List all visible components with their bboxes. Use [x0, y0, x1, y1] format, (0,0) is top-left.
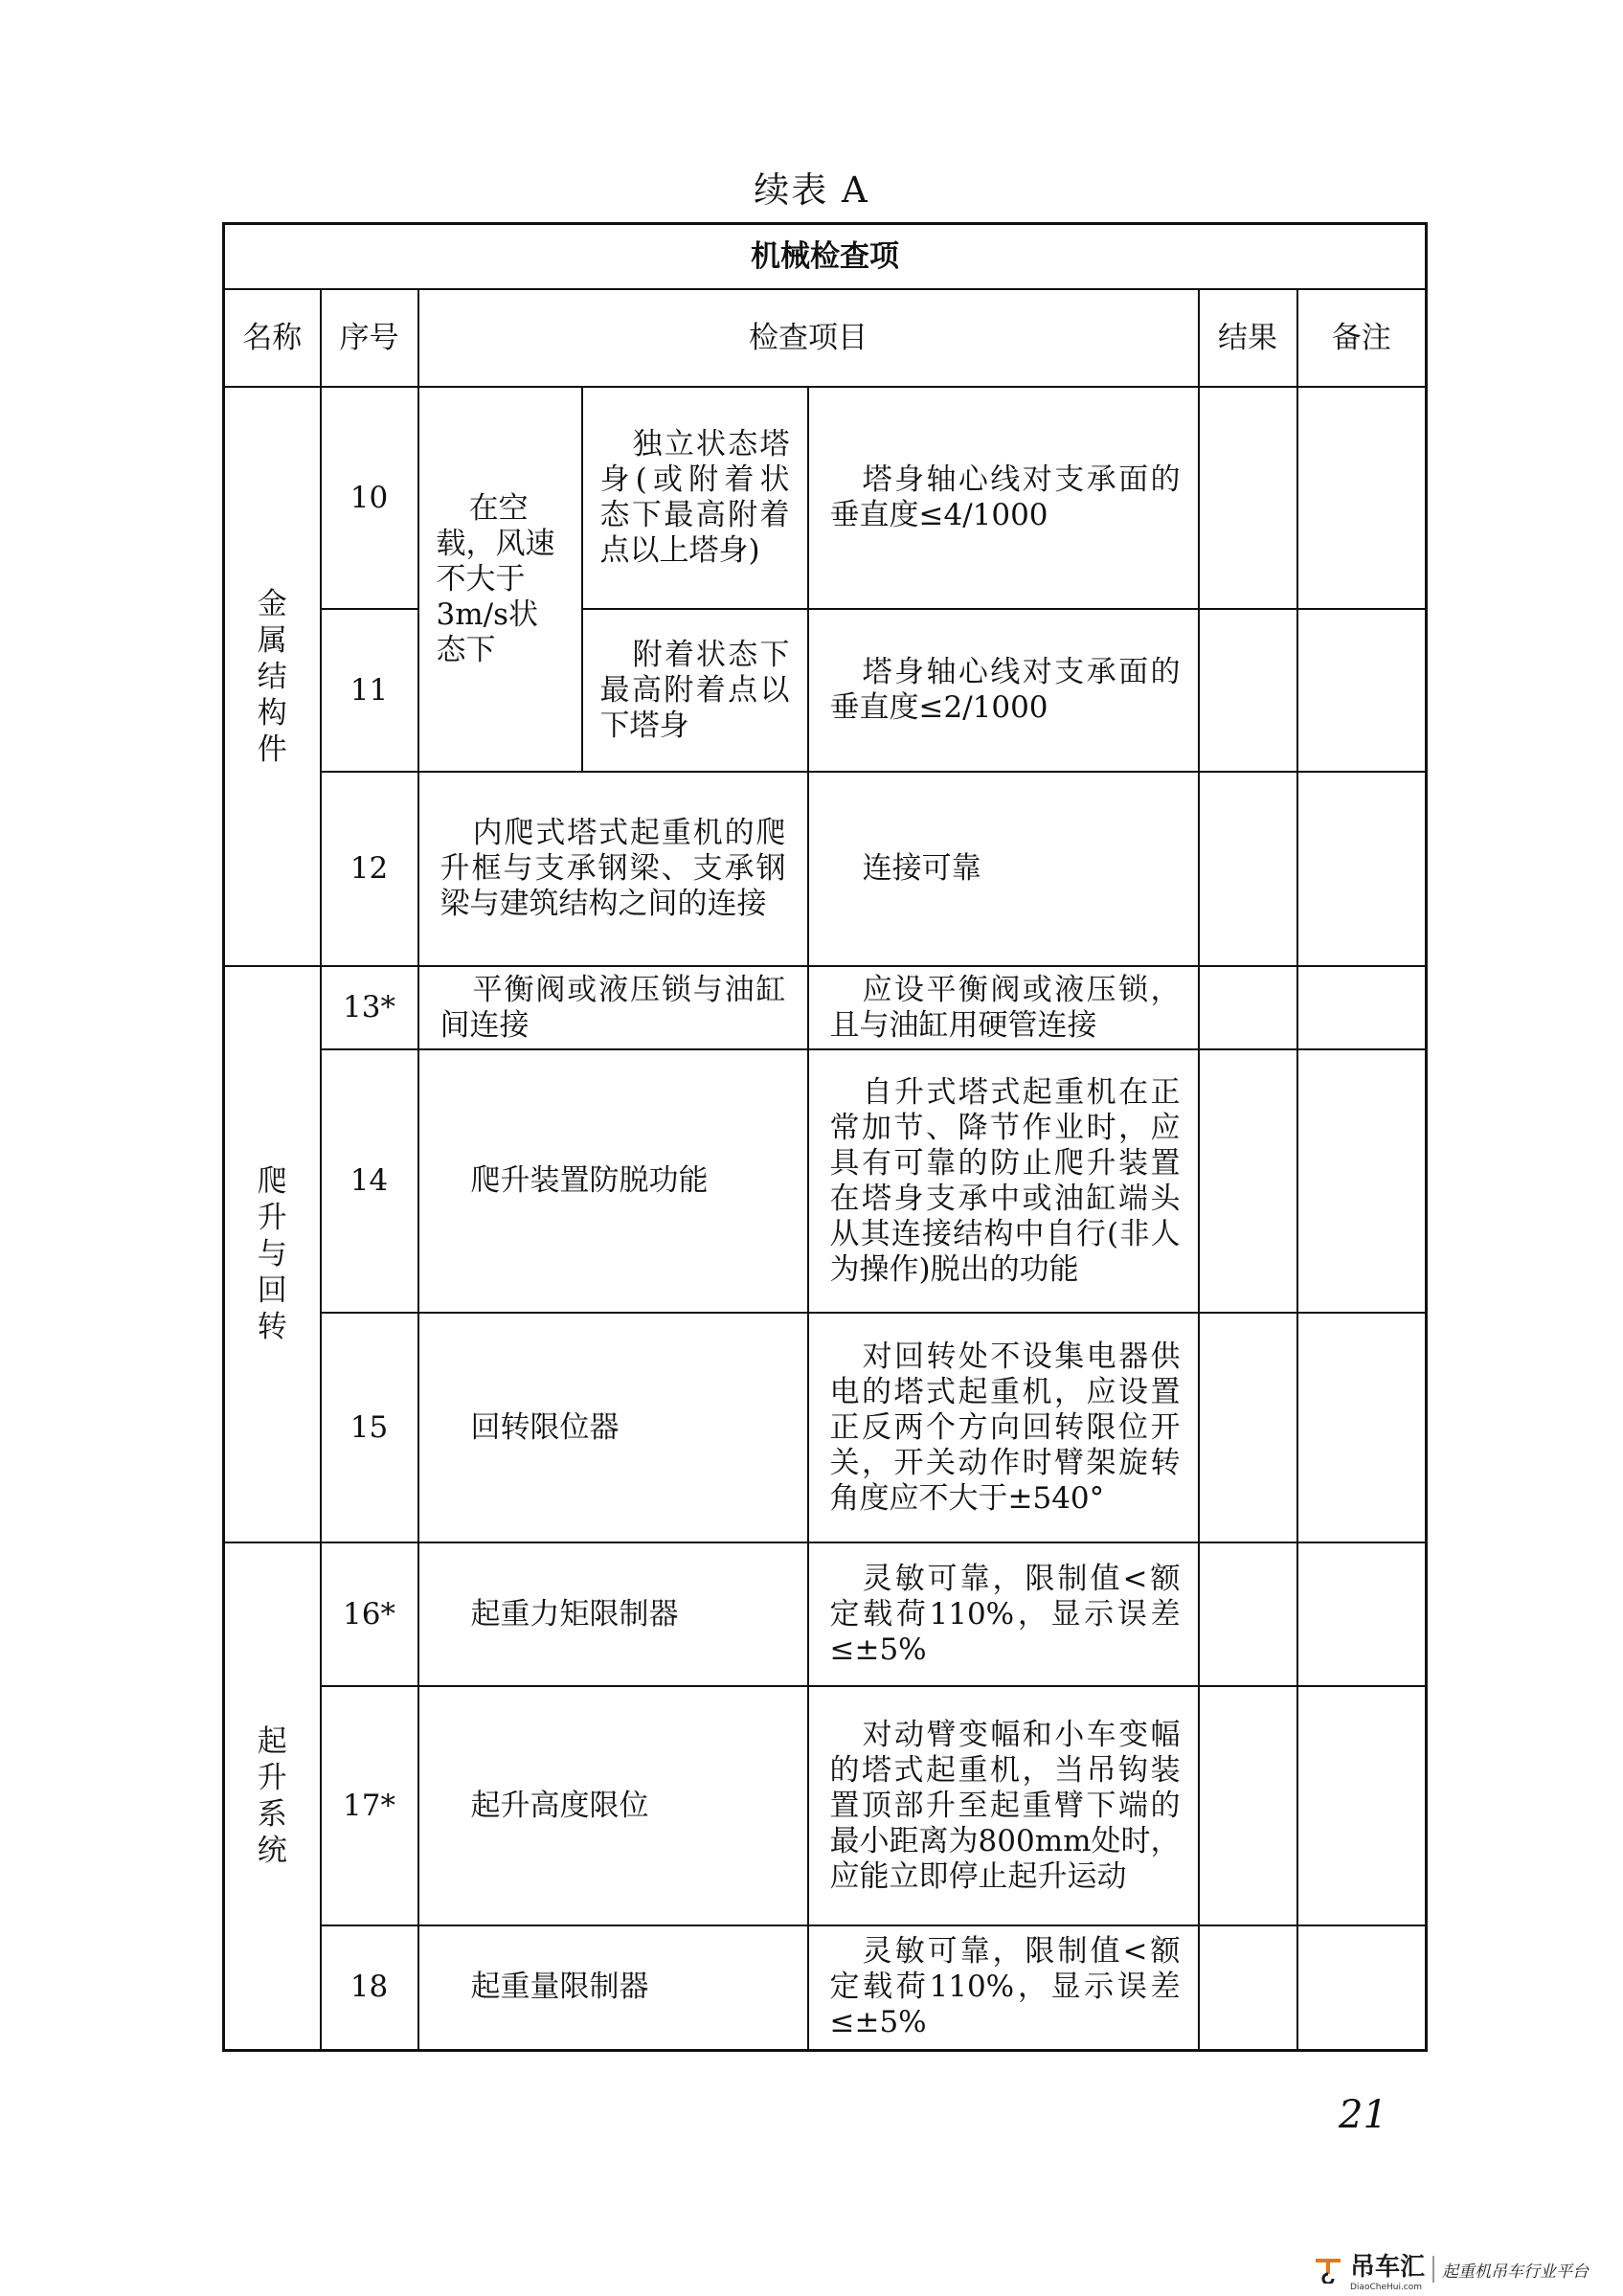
req-cell: 对回转处不设集电器供电的塔式起重机，应设置正反两个方向回转限位开关，开关动作时臂架旋转角度应不大于±540°: [808, 1313, 1199, 1542]
item-cell: 起重力矩限制器: [418, 1542, 808, 1686]
logo-main-text: 吊车汇: [1350, 2252, 1426, 2282]
header-item: 检查项目: [418, 289, 1199, 387]
note-cell: [1297, 1313, 1427, 1542]
header-name: 名称: [224, 289, 321, 387]
result-cell: [1199, 609, 1297, 772]
req-cell: 灵敏可靠，限制值<额定载荷110%，显示误差≤±5%: [808, 1925, 1199, 2050]
logo-divider: [1432, 2256, 1434, 2283]
table-row: [224, 1542, 1427, 1686]
result-cell: [1199, 966, 1297, 1049]
table-row: [224, 1925, 1427, 2050]
seq-cell: 14: [321, 1049, 418, 1313]
condition-cell: 在空载，风速不大于3m/s状态下: [418, 387, 582, 772]
result-cell: [1199, 772, 1297, 966]
crane-hook-icon: [1314, 2255, 1342, 2284]
logo-text: [1350, 2247, 1425, 2292]
req-cell: 自升式塔式起重机在正常加节、降节作业时，应具有可靠的防止爬升装置在塔身支承中或油缸端头从其连接结构中自行(非人为操作)脱出的功能: [808, 1049, 1199, 1313]
header-result: 结果: [1199, 289, 1297, 387]
seq-cell: 18: [321, 1925, 418, 2050]
seq-cell: 13*: [321, 966, 418, 1049]
table-row: [224, 1049, 1427, 1313]
result-cell: [1199, 1049, 1297, 1313]
req-cell: 连接可靠: [808, 772, 1199, 966]
header-seq: 序号: [321, 289, 418, 387]
table-row: [224, 1313, 1427, 1542]
note-cell: [1297, 966, 1427, 1049]
note-cell: [1297, 1049, 1427, 1313]
req-cell: 应设平衡阀或液压锁，且与油缸用硬管连接: [808, 966, 1199, 1049]
header-note: 备注: [1297, 289, 1427, 387]
note-cell: [1297, 1542, 1427, 1686]
item-cell: 起重量限制器: [418, 1925, 808, 2050]
table-row: [224, 387, 1427, 609]
table-title: 续表 A: [754, 169, 869, 211]
page-number: 21: [1339, 2093, 1387, 2137]
group-metal: 金属结构件: [224, 387, 321, 966]
header-row: [224, 289, 1427, 387]
result-cell: [1199, 1542, 1297, 1686]
group-climb: 爬升与回转: [224, 966, 321, 1542]
table-row: [224, 609, 1427, 772]
result-cell: [1199, 387, 1297, 609]
seq-cell: 17*: [321, 1686, 418, 1925]
seq-cell: 15: [321, 1313, 418, 1542]
table-row: [224, 772, 1427, 966]
item-cell: 平衡阀或液压锁与油缸间连接: [418, 966, 808, 1049]
item-cell: 起升高度限位: [418, 1686, 808, 1925]
result-cell: [1199, 1686, 1297, 1925]
note-cell: [1297, 387, 1427, 609]
item-cell: 内爬式塔式起重机的爬升框与支承钢梁、支承钢梁与建筑结构之间的连接: [418, 772, 808, 966]
seq-cell: 11: [321, 609, 418, 772]
note-cell: [1297, 1925, 1427, 2050]
inspection-table: [222, 222, 1428, 2052]
note-cell: [1297, 609, 1427, 772]
note-cell: [1297, 1686, 1427, 1925]
logo-sub-text: DiaoCheHui.com: [1350, 2282, 1423, 2292]
group-lift: 起升系统: [224, 1542, 321, 2050]
note-cell: [1297, 772, 1427, 966]
site-logo: [1314, 2250, 1589, 2292]
logo-slogan: 起重机吊车行业平台: [1442, 2262, 1589, 2282]
req-cell: 灵敏可靠，限制值<额定载荷110%，显示误差≤±5%: [808, 1542, 1199, 1686]
table-row: [224, 966, 1427, 1049]
item-cell: 爬升装置防脱功能: [418, 1049, 808, 1313]
result-cell: [1199, 1925, 1297, 2050]
item-cell: 回转限位器: [418, 1313, 808, 1542]
seq-cell: 12: [321, 772, 418, 966]
item-cell: 附着状态下最高附着点以下塔身: [582, 609, 808, 772]
table-row: [224, 1686, 1427, 1925]
result-cell: [1199, 1313, 1297, 1542]
req-cell: 塔身轴心线对支承面的垂直度≤2/1000: [808, 609, 1199, 772]
seq-cell: 16*: [321, 1542, 418, 1686]
req-cell: 塔身轴心线对支承面的垂直度≤4/1000: [808, 387, 1199, 609]
table-banner: 机械检查项: [224, 224, 1427, 290]
seq-cell: 10: [321, 387, 418, 609]
item-cell: 独立状态塔身(或附着状态下最高附着点以上塔身): [582, 387, 808, 609]
req-cell: 对动臂变幅和小车变幅的塔式起重机，当吊钩装置顶部升至起重臂下端的最小距离为800mm处时，应能立即停止起升运动: [808, 1686, 1199, 1925]
